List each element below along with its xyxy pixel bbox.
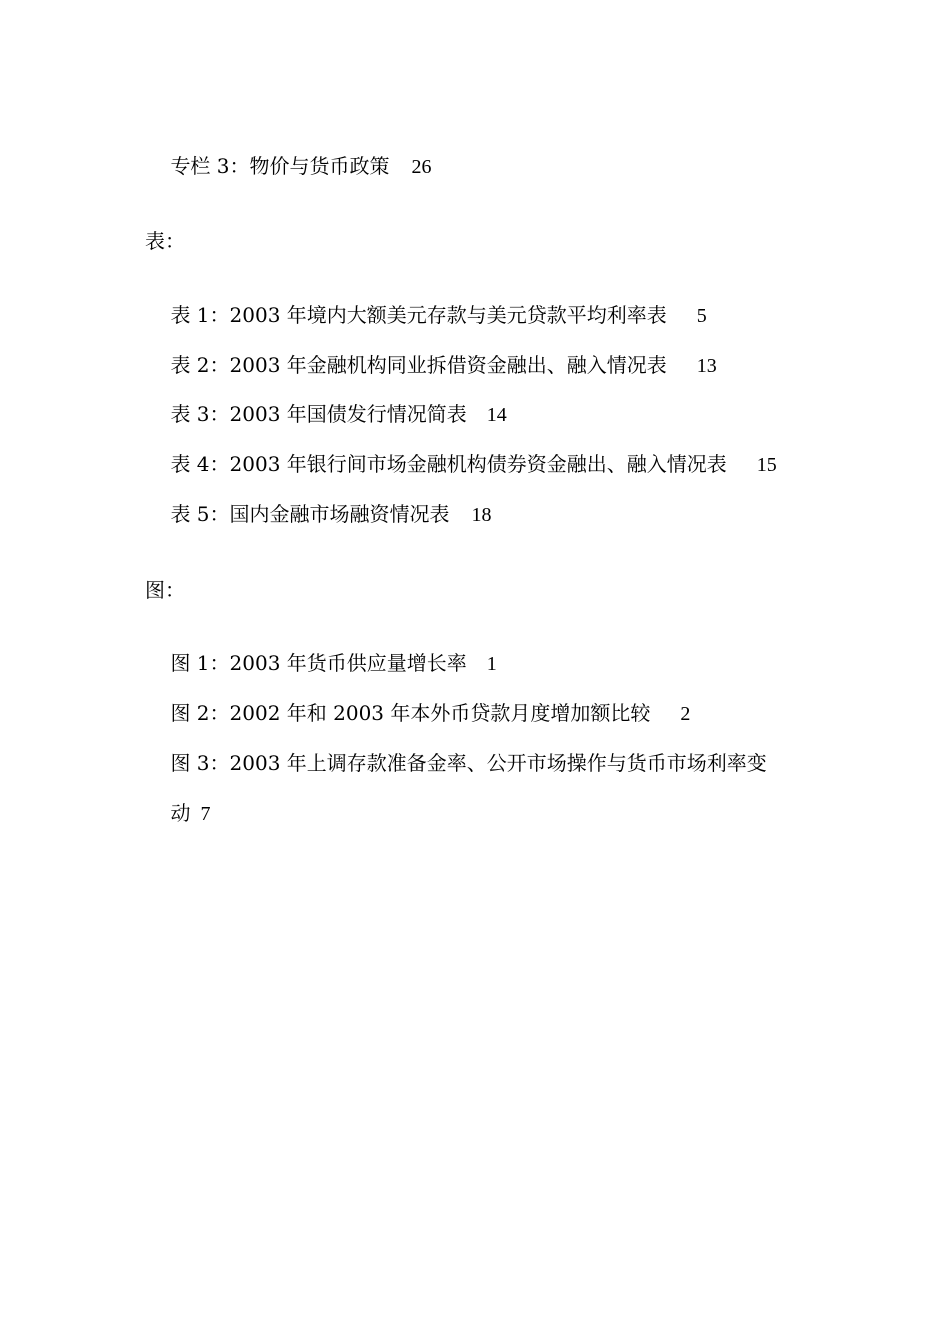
tables-heading: 表：: [145, 229, 185, 253]
toc-entry-column-3[interactable]: [145, 130, 432, 203]
toc-entry-label: 表 2：2003 年金融机构同业拆借资金融出、融入情况表: [170, 353, 667, 377]
toc-entry-label: 动: [170, 801, 191, 825]
toc-entry-page: 15: [756, 454, 777, 476]
toc-entry-label: 表 5：国内金融市场融资情况表: [170, 502, 450, 526]
toc-entry-label: 图 3：2003 年上调存款准备金率、公开市场操作与货币市场利率变: [170, 751, 767, 775]
toc-entry-page: 26: [411, 156, 432, 178]
toc-entry-figure-3[interactable]: [145, 727, 767, 799]
toc-entry-label: 表 4：2003 年银行间市场金融机构债券资金融出、融入情况表: [170, 452, 727, 476]
toc-entry-page: 14: [486, 404, 507, 426]
toc-entry-label: 专栏 3：物价与货币政策: [170, 154, 390, 178]
toc-entry-page: 5: [696, 305, 707, 327]
toc-entry-page: 13: [696, 355, 717, 377]
toc-entry-page: 18: [471, 504, 492, 526]
toc-entry-page: 2: [680, 703, 691, 725]
toc-entry-label: 图 2：2002 年和 2003 年本外币贷款月度增加额比较: [170, 701, 651, 725]
toc-entry-table-5[interactable]: [145, 478, 492, 551]
toc-entry-label: 图 1：2003 年货币供应量增长率: [170, 651, 467, 675]
toc-entry-label: 表 3：2003 年国债发行情况简表: [170, 402, 467, 426]
toc-entry-label: 表 1：2003 年境内大额美元存款与美元贷款平均利率表: [170, 303, 667, 327]
figures-heading: 图：: [145, 578, 185, 602]
toc-entry-page: 7: [200, 803, 211, 825]
toc-entry-page: 1: [486, 653, 497, 675]
toc-entry-figure-3-continuation[interactable]: [145, 777, 210, 850]
